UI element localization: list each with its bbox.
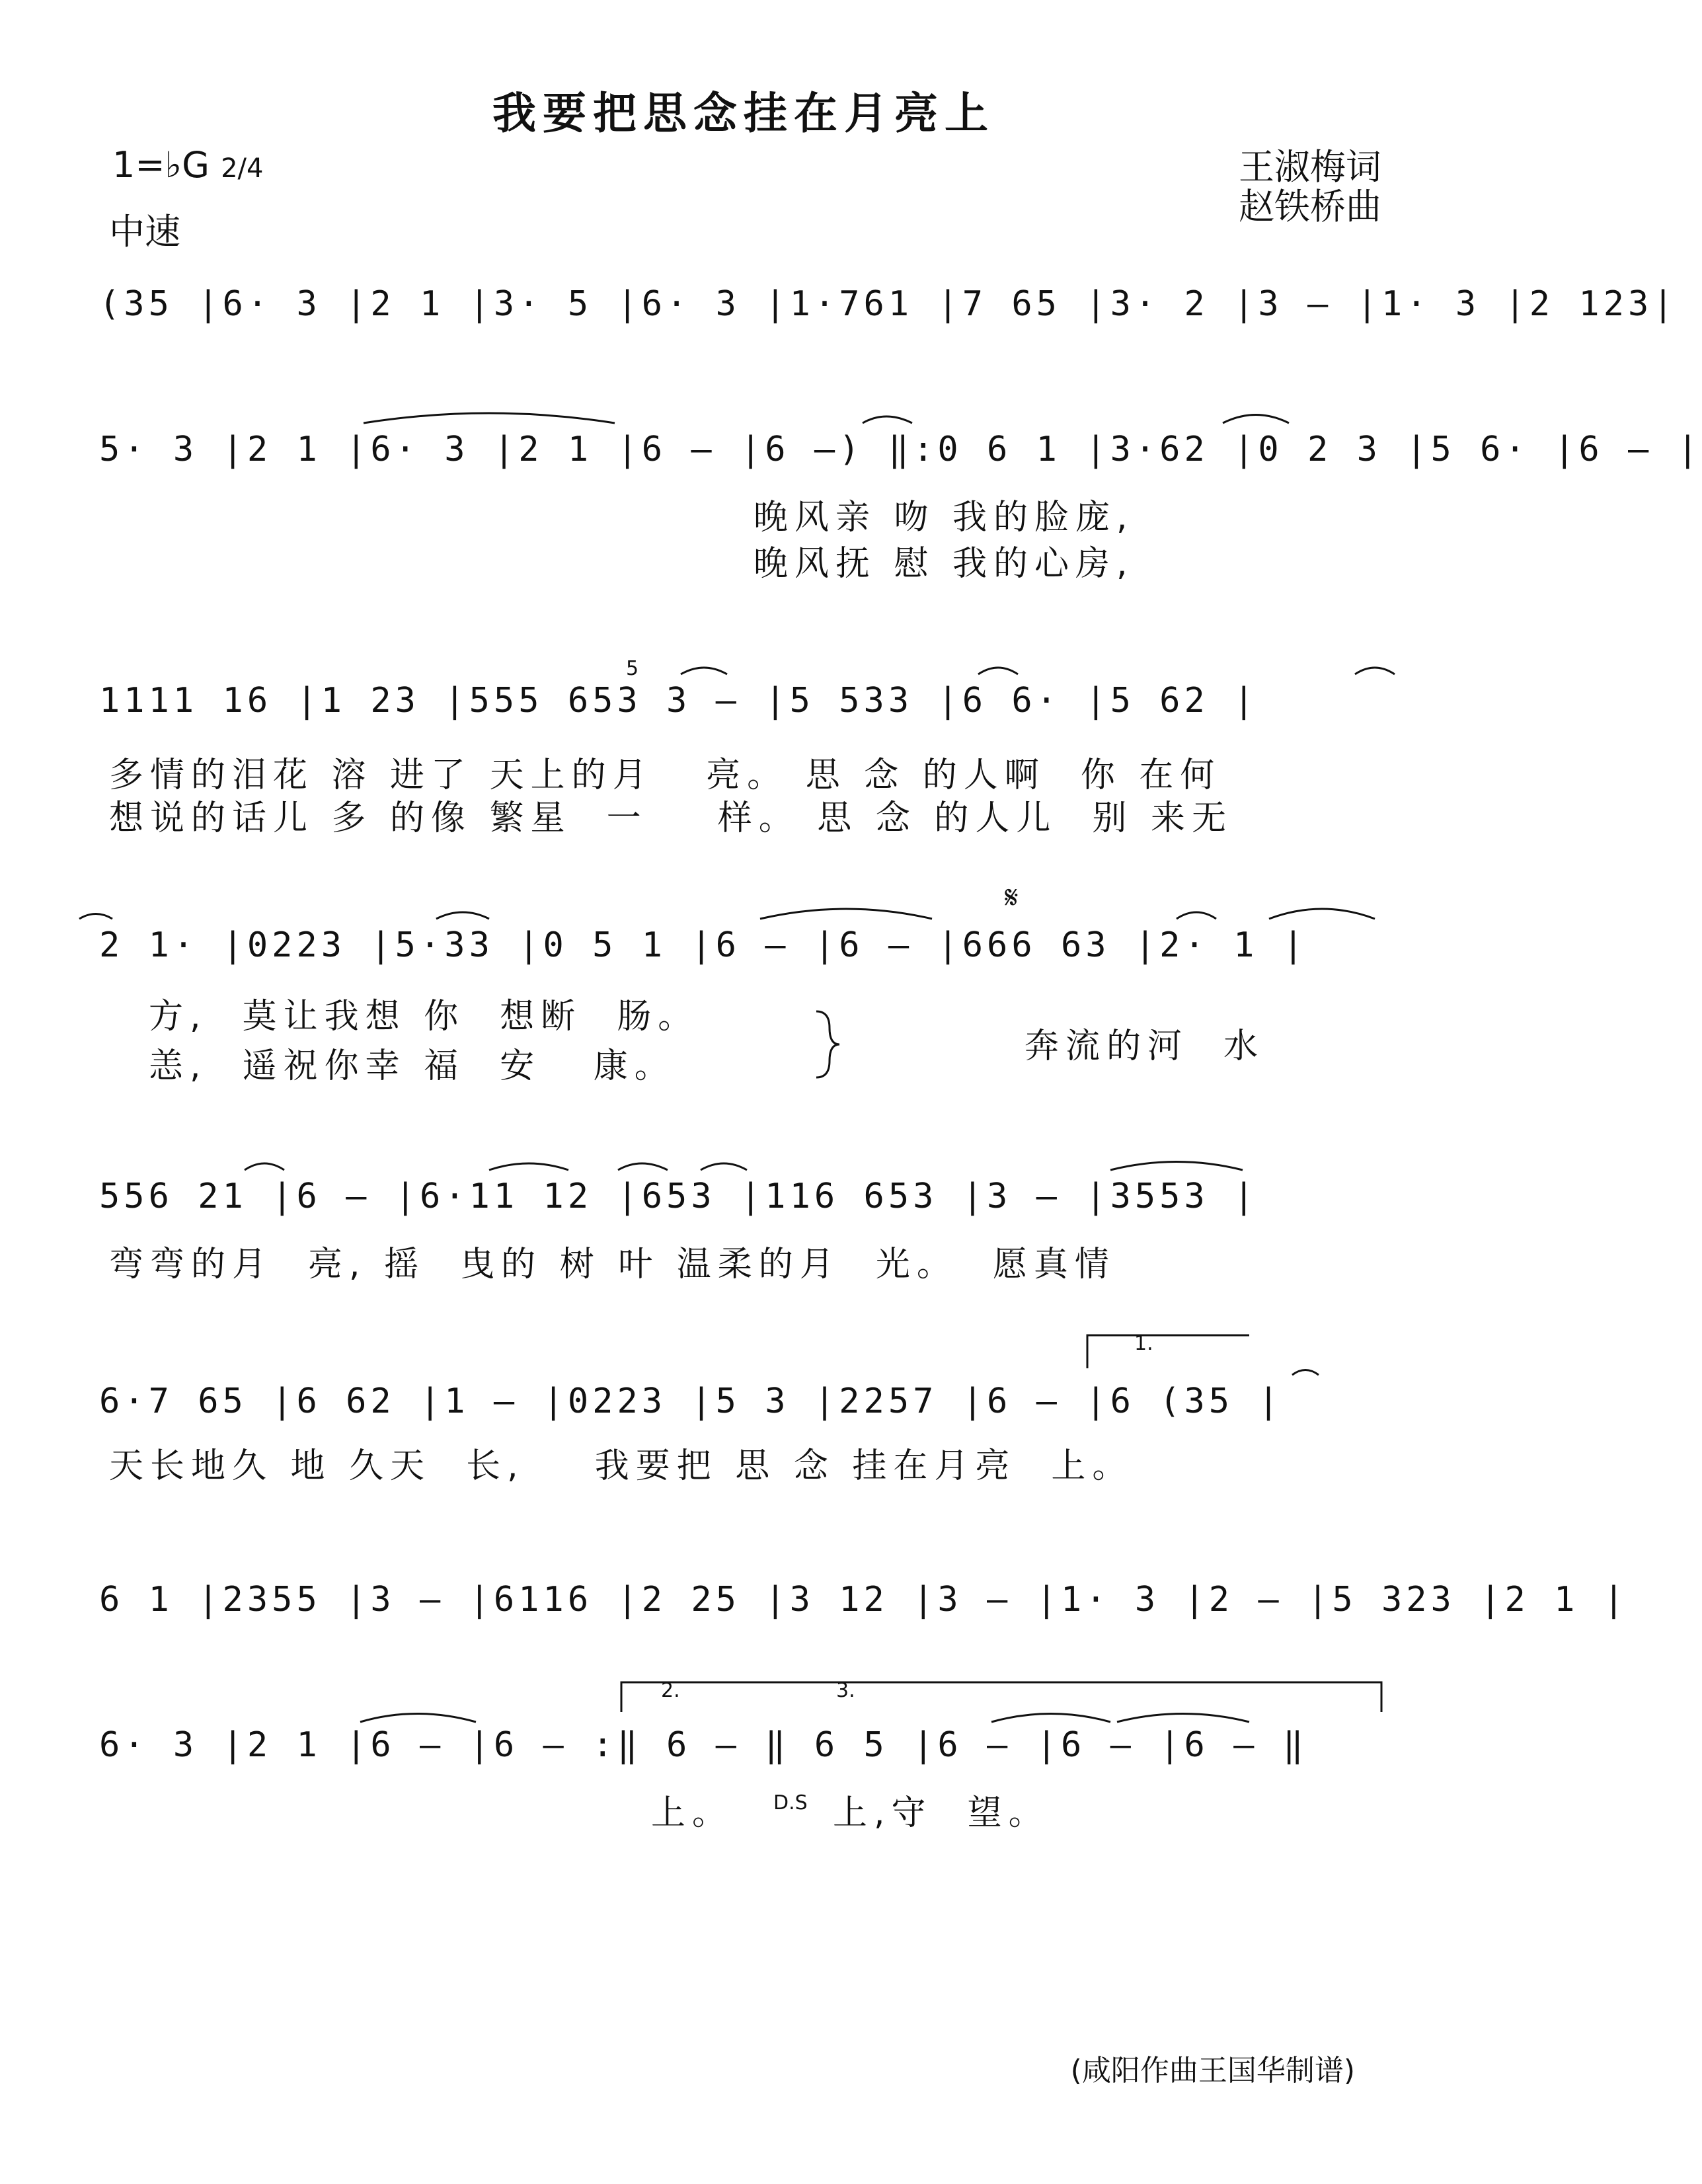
slur <box>701 1163 747 1170</box>
slur <box>360 1714 476 1723</box>
segno-sign: 𝄋 <box>1005 879 1019 916</box>
slur <box>1292 1370 1319 1376</box>
notation-row-6: 6·7 65 |6 62 |1 — |0223 |5 3 |2257 |6 — |6 (35 | <box>99 1382 1283 1421</box>
slur <box>1117 1714 1249 1723</box>
lyrics-row-4-verse-1: 方, 莫让我想 你 想断 肠。 <box>149 997 699 1036</box>
notation-row-4: 2 1· |0223 |5·33 |0 5 1 |6 — |6 — |666 63 |2· 1 | <box>99 925 1308 965</box>
notation-row-8: 6· 3 |2 1 |6 — |6 — :‖ 6 — ‖ 6 5 |6 — |6 — |6 — ‖ <box>99 1725 1308 1765</box>
notation-row-3: 1111 16 |1 23 |555 653 3 — |5 533 |6 6· |5 62 | <box>99 681 1258 721</box>
composer: 赵铁桥曲 <box>1239 186 1381 227</box>
grace-note: 5 <box>626 657 639 680</box>
slur <box>489 1163 568 1170</box>
key-signature: 1=♭G 2/4 <box>112 144 264 186</box>
time-signature: 2/4 <box>221 153 264 184</box>
slur <box>978 668 1018 674</box>
lyrics-row-4-verse-2: 恙, 遥祝你幸 福 安 康。 <box>149 1046 676 1086</box>
volta-2-label: 2. <box>661 1679 680 1702</box>
lyricist: 王淑梅词 <box>1239 146 1381 188</box>
brace <box>816 1011 839 1077</box>
slur <box>681 668 727 674</box>
volta-1-bracket <box>1087 1335 1249 1368</box>
volta-1-label: 1. <box>1134 1332 1153 1355</box>
notation-row-1: (35 |6· 3 |2 1 |3· 5 |6· 3 |1·761 |7 65 |3· 2 |3 — |1· 3 |2 123| <box>99 284 1678 324</box>
lyrics-row-8-ending-2: 上。 <box>651 1793 734 1833</box>
lyrics-row-2-verse-1: 晚风亲 吻 我的脸庞, <box>754 498 1134 537</box>
lyrics-row-5: 弯弯的月 亮, 摇 曳的 树 叶 温柔的月 光。 愿真情 <box>109 1245 1116 1284</box>
notation-row-7: 6 1 |2355 |3 — |6116 |2 25 |3 12 |3 — |1· 3 |2 — |5 323 |2 1 | <box>99 1580 1629 1619</box>
lyrics-row-6: 天长地久 地 久天 长, 我要把 思 念 挂在月亮 上。 <box>109 1446 1134 1486</box>
transcriber-credit: (咸阳作曲王国华制谱) <box>1070 2054 1355 2087</box>
notation-row-5: 556 21 |6 — |6·11 12 |653 |116 653 |3 — |3553 | <box>99 1177 1258 1216</box>
slur <box>245 1163 284 1170</box>
tempo-marking: 中速 <box>109 211 180 253</box>
slur <box>1223 415 1289 424</box>
slur <box>991 1714 1110 1723</box>
slur <box>1177 912 1216 919</box>
volta-2-3-bracket <box>621 1682 1381 1712</box>
slur <box>863 416 912 423</box>
slur <box>79 914 112 919</box>
lyrics-row-3-verse-2: 想说的话儿 多 的像 繁星 一 样。 思 念 的人儿 别 来无 <box>109 799 1233 838</box>
lyrics-row-2-verse-2: 晚风抚 慰 我的心房, <box>754 544 1134 584</box>
volta-3-label: 3. <box>836 1679 855 1702</box>
slur <box>1110 1162 1243 1171</box>
slur <box>364 413 615 423</box>
dal-segno: D.S <box>773 1791 808 1814</box>
lyrics-row-8-ending-3: 上,守 望。 <box>833 1793 1050 1833</box>
slur <box>618 1163 668 1170</box>
slur <box>436 912 489 919</box>
slur <box>1269 909 1375 919</box>
slur <box>1355 668 1395 674</box>
lyrics-row-4-refrain: 奔流的河 水 <box>1025 1027 1265 1066</box>
notation-row-2: 5· 3 |2 1 |6· 3 |2 1 |6 — |6 —) ‖:0 6 1 |3·62 |0 2 3 |5 6· |6 — | <box>99 430 1702 469</box>
song-title: 我要把思念挂在月亮上 <box>492 87 995 139</box>
lyrics-row-3-verse-1: 多情的泪花 溶 进了 天上的月 亮。 思 念 的人啊 你 在何 <box>109 756 1221 795</box>
slur <box>760 909 932 919</box>
